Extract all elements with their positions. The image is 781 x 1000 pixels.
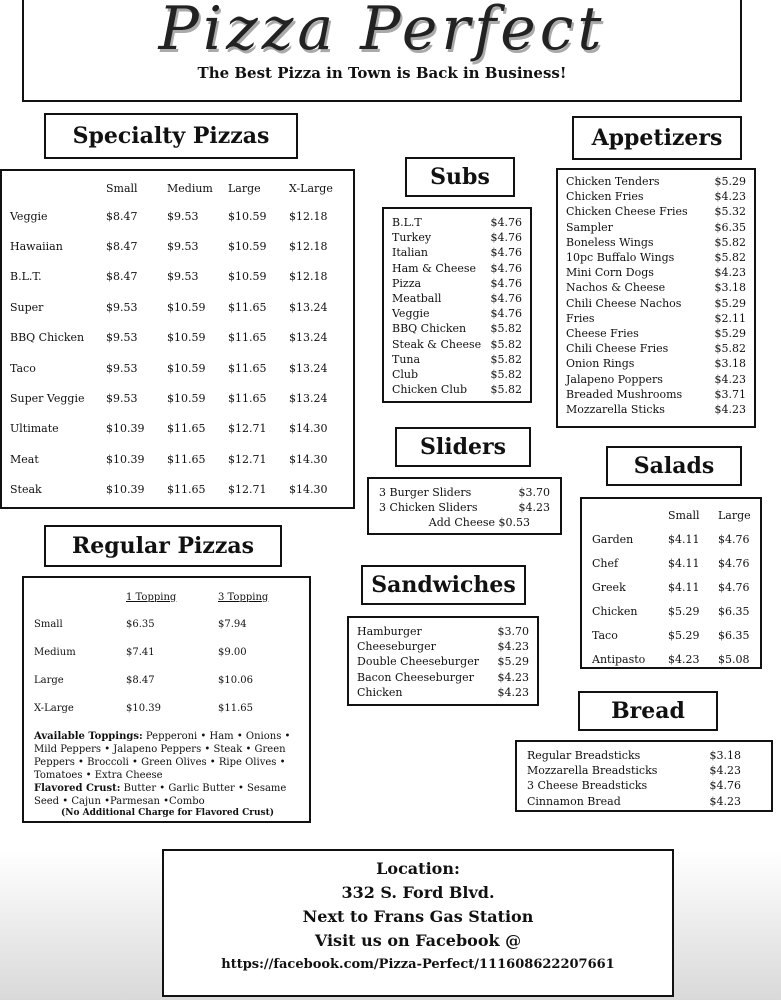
list-item: B.L.T $4.76 [392, 216, 522, 229]
table-row: Taco $9.53 $10.59 $11.65 $13.24 [10, 361, 328, 375]
list-item: Jalapeno Poppers $4.23 [566, 372, 746, 386]
toppings-text [34, 730, 301, 782]
list-item: 3 Chicken Sliders $4.23 [379, 501, 550, 515]
table-row: Super Veggie $9.53 $10.59 $11.65 $13.24 [10, 392, 328, 406]
list-item: Sampler $6.35 [566, 220, 746, 234]
list-item: Fries $2.11 [566, 311, 746, 325]
table-row: Chef $4.11 $4.76 [592, 556, 750, 570]
list-item: Double Cheeseburger $5.29 [357, 655, 529, 669]
table-row: Chicken $5.29 $6.35 [592, 604, 750, 618]
list-item: Ham & Cheese $4.76 [392, 261, 522, 275]
crust-note: (No Additional Charge for Flavored Crust) [61, 808, 274, 818]
list-item: Chicken $4.23 [357, 685, 529, 699]
list-item: Tuna $5.82 [392, 352, 522, 366]
crust-label: Flavored Crust: [34, 783, 121, 794]
subs-title: Subs [405, 157, 515, 197]
facebook-label: Visit us on Facebook @ [314, 931, 522, 950]
table-row: Super $9.53 $10.59 $11.65 $13.24 [10, 300, 328, 314]
list-item: 3 Burger Sliders $3.70 [379, 486, 550, 499]
regular-pizzas-title: Regular Pizzas [44, 525, 282, 567]
table-row: Antipasto $4.23 $5.08 [592, 652, 750, 666]
list-item: Add Cheese $0.53 [428, 516, 530, 530]
table-row: Hawaiian $8.47 $9.53 $10.59 $12.18 [10, 240, 328, 254]
table-row: Large $8.47 $10.06 [34, 674, 253, 686]
list-item: Breaded Mushrooms $3.71 [566, 387, 746, 401]
table-row: Ultimate $10.39 $11.65 $12.71 $14.30 [10, 422, 328, 436]
col-header: X-Large [289, 181, 333, 195]
sandwiches-list [347, 616, 539, 706]
table-row: BBQ Chicken $9.53 $10.59 $11.65 $13.24 [10, 331, 328, 345]
appetizers-title: Appetizers [572, 116, 742, 160]
table-row: X-Large $10.39 $11.65 [34, 702, 253, 714]
list-item: Chicken Fries $4.23 [566, 190, 746, 204]
list-item: Chicken Cheese Fries $5.32 [566, 205, 746, 219]
list-item: Mozzarella Breadsticks $4.23 [527, 764, 741, 778]
tagline: The Best Pizza in Town is Back in Business! [197, 64, 567, 82]
specialty-pizzas-table [0, 169, 355, 509]
list-item: Veggie $4.76 [392, 307, 522, 321]
table-row: B.L.T. $8.47 $9.53 $10.59 $12.18 [10, 270, 328, 284]
table-row: Medium $7.41 $9.00 [34, 646, 247, 658]
table-row: Veggie $8.47 $9.53 $10.59 $12.18 [10, 209, 328, 223]
col-header: Medium [167, 181, 213, 195]
table-row: Meat $10.39 $11.65 $12.71 $14.30 [10, 452, 328, 466]
list-item: Mozzarella Sticks $4.23 [566, 403, 746, 417]
facebook-url: https://facebook.com/Pizza-Perfect/111608622207661 [221, 957, 615, 972]
table-row: Taco $5.29 $6.35 [592, 628, 750, 642]
list-item: Regular Breadsticks $3.18 [527, 749, 741, 762]
list-item: Chicken Club $5.82 [392, 383, 522, 397]
table-row: Steak $10.39 $11.65 $12.71 $14.30 [10, 483, 328, 497]
list-item: BBQ Chicken $5.82 [392, 322, 522, 336]
crust-text [34, 782, 301, 808]
bread-title: Bread [578, 691, 718, 731]
list-item: Boneless Wings $5.82 [566, 235, 746, 249]
list-item: Club $5.82 [392, 368, 522, 382]
sliders-title: Sliders [395, 427, 531, 467]
list-item: Pizza $4.76 [392, 276, 522, 290]
location-label: Location: [376, 859, 460, 878]
sliders-list [367, 477, 562, 535]
list-item: 10pc Buffalo Wings $5.82 [566, 251, 746, 265]
table-row: Garden $4.11 $4.76 [592, 532, 750, 546]
list-item: Onion Rings $3.18 [566, 357, 746, 371]
table-row: Small $6.35 $7.94 [34, 618, 247, 630]
list-item: Chicken Tenders $5.29 [566, 175, 746, 188]
list-item: Cinnamon Bread $4.23 [527, 794, 741, 808]
col-header: 1 Topping [126, 591, 177, 603]
list-item: Cheese Fries $5.29 [566, 327, 746, 341]
header-banner [22, 0, 742, 102]
subs-list [382, 207, 532, 403]
landmark: Next to Frans Gas Station [302, 907, 534, 926]
col-header: Small [106, 181, 138, 195]
list-item: Meatball $4.76 [392, 292, 522, 306]
list-item: Chili Cheese Fries $5.82 [566, 342, 746, 356]
crust-list: Butter • Garlic Butter • Sesame Seed • Cajun •Parmesan •Combo [34, 783, 287, 807]
location-box [162, 849, 674, 997]
col-header: Small [668, 508, 700, 522]
toppings-list: Pepperoni • Ham • Onions • Mild Peppers • Jalapeno Peppers • Steak • Green Peppers • Broccoli • Green Olives • Ripe Olives • Tomatoes • Extra Cheese [34, 731, 291, 781]
list-item: Nachos & Cheese $3.18 [566, 281, 746, 295]
regular-pizzas-table [22, 576, 311, 823]
list-item: Turkey $4.76 [392, 231, 522, 245]
logo: Pizza Perfect [158, 0, 606, 64]
col-header: Large [228, 181, 261, 195]
table-row: Greek $4.11 $4.76 [592, 580, 750, 594]
sandwiches-title: Sandwiches [361, 565, 526, 605]
list-item: Hamburger $3.70 [357, 625, 529, 638]
toppings-label: Available Toppings: [34, 731, 143, 742]
col-header: 3 Topping [218, 591, 269, 603]
list-item: Chili Cheese Nachos $5.29 [566, 296, 746, 310]
address: 332 S. Ford Blvd. [341, 883, 495, 902]
list-item: Italian $4.76 [392, 246, 522, 260]
list-item: Bacon Cheeseburger $4.23 [357, 670, 529, 684]
specialty-pizzas-title: Specialty Pizzas [44, 113, 298, 159]
list-item: Steak & Cheese $5.82 [392, 337, 522, 351]
salads-table [580, 497, 762, 669]
appetizers-list [556, 168, 756, 428]
list-item: Mini Corn Dogs $4.23 [566, 266, 746, 280]
list-item: 3 Cheese Breadsticks $4.76 [527, 779, 741, 793]
bread-list [515, 740, 773, 812]
salads-title: Salads [606, 446, 742, 486]
col-header: Large [718, 508, 751, 522]
list-item: Cheeseburger $4.23 [357, 640, 529, 654]
